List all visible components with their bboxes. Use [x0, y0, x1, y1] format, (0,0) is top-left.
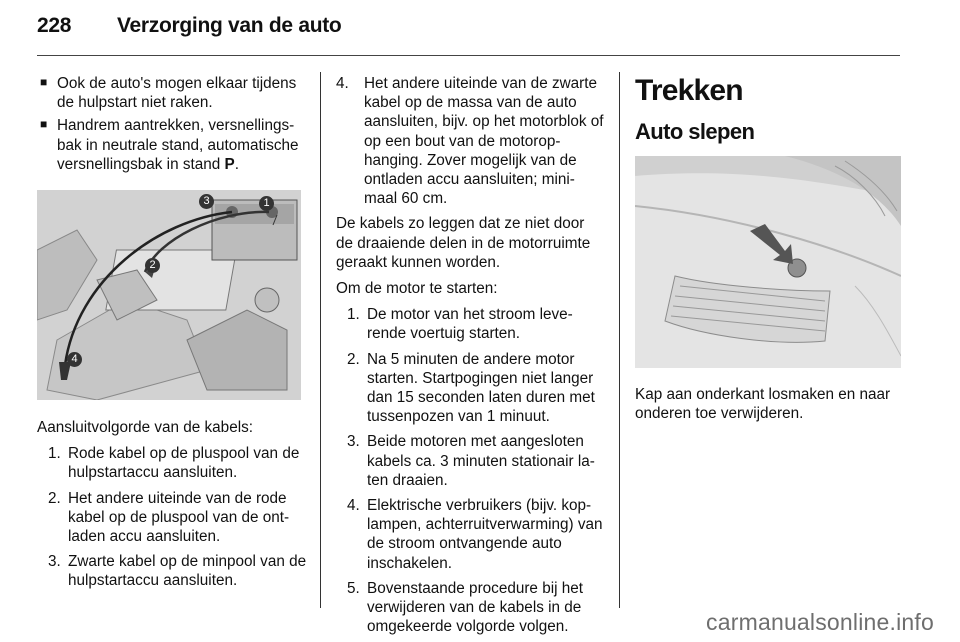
- callout-label-1: 1: [259, 196, 274, 211]
- column-2: [336, 74, 604, 642]
- subsection-heading: Auto slepen: [635, 119, 755, 144]
- connection-order-title: Aansluitvolgorde van de kabels:: [37, 419, 253, 437]
- bumper-illustration: [635, 156, 901, 368]
- page-number: 228: [37, 14, 72, 37]
- bullet-marker: ■: [40, 75, 48, 89]
- column-divider-1: [320, 72, 321, 608]
- connection-step: 4. Het andere uiteinde van de zwarte kabel op de massa van de auto aansluiten, bijv. op het motorblok of op een bout van de motorop-hanging. Zover mogelijk van de ontladen accu aansluiten; mini-maal 60 cm.: [336, 75, 604, 208]
- connection-step: 3. Zwarte kabel op de minpool van de hulpstartaccu aansluiten.: [48, 553, 307, 590]
- column-1: [37, 74, 307, 597]
- start-step: 1. De motor van het stroom leve-rende voertuig starten.: [347, 306, 573, 343]
- gear-position-p: P: [224, 155, 235, 173]
- connection-step: 1. Rode kabel op de pluspool van de hulpstartaccu aansluiten.: [48, 445, 300, 482]
- start-step: 4. Elektrische verbruikers (bijv. kop-lampen, achterruitverwarming) van de stroom ontvangende auto inschakelen.: [347, 497, 603, 572]
- cable-note: De kabels zo leggen dat ze niet door de draaiende delen in de motorruimte geraakt kunnen worden.: [336, 215, 591, 271]
- connection-step: 2. Het andere uiteinde van de rode kabel op de pluspool van de ont-laden accu aansluiten.: [48, 489, 290, 546]
- start-step: 3. Beide motoren met aangesloten kabels ca. 3 minuten stationair la-ten draaien.: [347, 433, 595, 489]
- bullet-item: [37, 74, 307, 112]
- column-divider-2: [619, 72, 620, 608]
- column-3: [635, 74, 903, 430]
- towing-caption: Kap aan onderkant losmaken en naar onderen toe verwijderen.: [635, 386, 891, 423]
- section-title: Verzorging van de auto: [117, 14, 342, 37]
- callout-label-2: 2: [145, 258, 160, 273]
- start-step: 5. Bovenstaande procedure bij het verwijderen van de kabels in de omgekeerde volgorde volgen.: [347, 579, 584, 636]
- towing-figure: [635, 156, 901, 368]
- start-step: 2. Na 5 minuten de andere motor starten. Startpogingen niet langer dan 15 seconden laten duren met tussenpozen van 1 minuut.: [347, 350, 595, 426]
- header-rule: [37, 55, 900, 56]
- section-heading: Trekken: [635, 74, 743, 107]
- callout-label-3: 3: [199, 194, 214, 209]
- bullet-text: Ook de auto's mogen elkaar tijdens de hulpstart niet raken.: [57, 75, 297, 112]
- watermark: carmanualsonline.info: [706, 609, 934, 635]
- start-title: Om de motor te starten:: [336, 280, 498, 298]
- callout-label-4: 4: [67, 352, 82, 367]
- engine-bay-illustration: [37, 190, 301, 400]
- bullet-marker: ■: [40, 117, 48, 132]
- jumpstart-figure: [37, 190, 301, 400]
- bullet-item: ■ Handrem aantrekken, versnellings-bak in neutrale stand, automatische versnellingsbak in stand P.: [40, 117, 299, 173]
- page-header: [37, 14, 341, 38]
- bullet-text: Handrem aantrekken, versnellings-bak in neutrale stand, automatische versnellingsbak in stand: [57, 117, 299, 173]
